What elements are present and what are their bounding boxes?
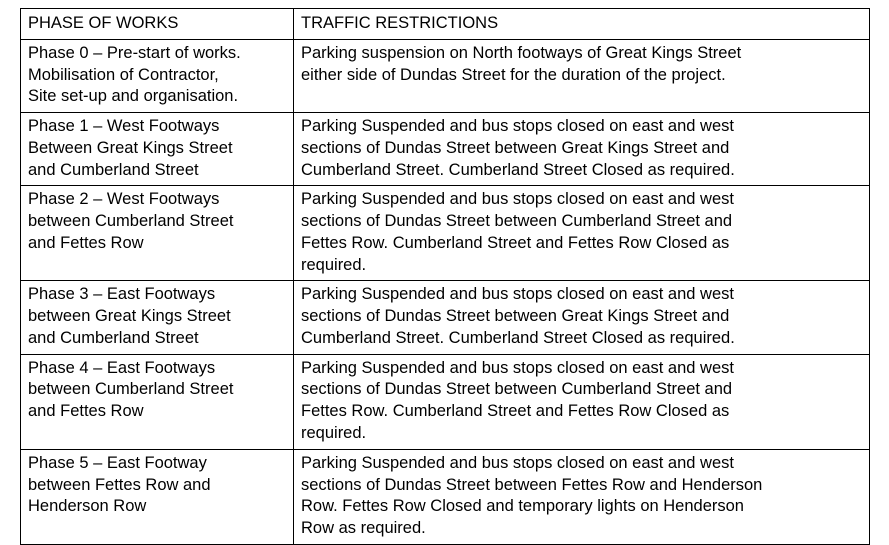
- phase-cell: [21, 354, 294, 449]
- phase-cell: [21, 449, 294, 544]
- restriction-cell-line: Cumberland Street. Cumberland Street Closed as required.: [301, 328, 735, 347]
- restriction-cell-line: sections of Dundas Street between Fettes Row and Henderson: [301, 475, 763, 494]
- restriction-cell-line: Parking Suspended and bus stops closed on east and west: [301, 190, 734, 209]
- column-header-traffic-restrictions: TRAFFIC RESTRICTIONS: [294, 9, 870, 40]
- table-row: [21, 39, 870, 112]
- restriction-cell-line: Cumberland Street. Cumberland Street Closed as required.: [301, 160, 735, 179]
- restriction-cell: [294, 354, 870, 449]
- restriction-cell-line: Row as required.: [301, 519, 426, 538]
- restriction-cell-line: Parking Suspended and bus stops closed on east and west: [301, 453, 734, 472]
- restriction-cell-line: Parking Suspended and bus stops closed on east and west: [301, 358, 734, 377]
- phase-cell-line: Phase 3 – East Footways: [28, 285, 216, 304]
- table-row: [21, 449, 870, 544]
- phase-cell-line: and Fettes Row: [28, 402, 144, 421]
- restriction-cell: [294, 186, 870, 281]
- phase-cell-line: and Cumberland Street: [28, 328, 199, 347]
- phase-cell-line: between Cumberland Street: [28, 380, 234, 399]
- phase-cell-line: Mobilisation of Contractor,: [28, 65, 219, 84]
- table-row: [21, 113, 870, 186]
- restriction-cell-line: required.: [301, 424, 367, 443]
- phase-cell-line: and Cumberland Street: [28, 160, 199, 179]
- table-body: [21, 39, 870, 544]
- restriction-cell-line: Row. Fettes Row Closed and temporary lights on Henderson: [301, 497, 744, 516]
- restriction-cell-line: either side of Dundas Street for the duration of the project.: [301, 65, 726, 84]
- table-row: [21, 354, 870, 449]
- phase-cell-line: Henderson Row: [28, 497, 147, 516]
- phase-cell-line: Phase 5 – East Footway: [28, 453, 207, 472]
- phase-cell-line: Site set-up and organisation.: [28, 87, 239, 106]
- restriction-cell-line: sections of Dundas Street between Great Kings Street and: [301, 138, 730, 157]
- restriction-cell-line: Fettes Row. Cumberland Street and Fettes Row Closed as: [301, 402, 730, 421]
- phase-cell: [21, 113, 294, 186]
- table-row: [21, 186, 870, 281]
- restriction-cell-line: sections of Dundas Street between Cumberland Street and: [301, 212, 733, 231]
- restriction-cell-line: required.: [301, 255, 367, 274]
- phase-cell-line: and Fettes Row: [28, 233, 144, 252]
- table-header-row: [21, 9, 870, 40]
- phase-cell: [21, 186, 294, 281]
- phase-cell-line: between Great Kings Street: [28, 307, 231, 326]
- table-row: [21, 281, 870, 354]
- restriction-cell-line: Parking Suspended and bus stops closed on east and west: [301, 117, 734, 136]
- phase-cell-line: between Cumberland Street: [28, 212, 234, 231]
- phase-cell-line: Phase 2 – West Footways: [28, 190, 220, 209]
- restriction-cell-line: sections of Dundas Street between Cumberland Street and: [301, 380, 733, 399]
- phase-cell-line: Phase 0 – Pre-start of works.: [28, 43, 241, 62]
- phase-cell-line: Phase 4 – East Footways: [28, 358, 216, 377]
- restriction-cell-line: Fettes Row. Cumberland Street and Fettes Row Closed as: [301, 233, 730, 252]
- phase-cell: [21, 281, 294, 354]
- document-page: [0, 8, 889, 537]
- restriction-cell: [294, 113, 870, 186]
- phases-traffic-restrictions-table: [20, 8, 870, 545]
- restriction-cell: [294, 281, 870, 354]
- restriction-cell: [294, 449, 870, 544]
- phase-cell-line: Between Great Kings Street: [28, 138, 233, 157]
- phase-cell-line: between Fettes Row and: [28, 475, 211, 494]
- restriction-cell: [294, 39, 870, 112]
- restriction-cell-line: sections of Dundas Street between Great Kings Street and: [301, 307, 730, 326]
- column-header-phase-of-works: PHASE OF WORKS: [21, 9, 294, 40]
- restriction-cell-line: Parking suspension on North footways of Great Kings Street: [301, 43, 742, 62]
- phase-cell: [21, 39, 294, 112]
- table-header: [21, 9, 870, 40]
- restriction-cell-line: Parking Suspended and bus stops closed on east and west: [301, 285, 734, 304]
- phase-cell-line: Phase 1 – West Footways: [28, 117, 220, 136]
